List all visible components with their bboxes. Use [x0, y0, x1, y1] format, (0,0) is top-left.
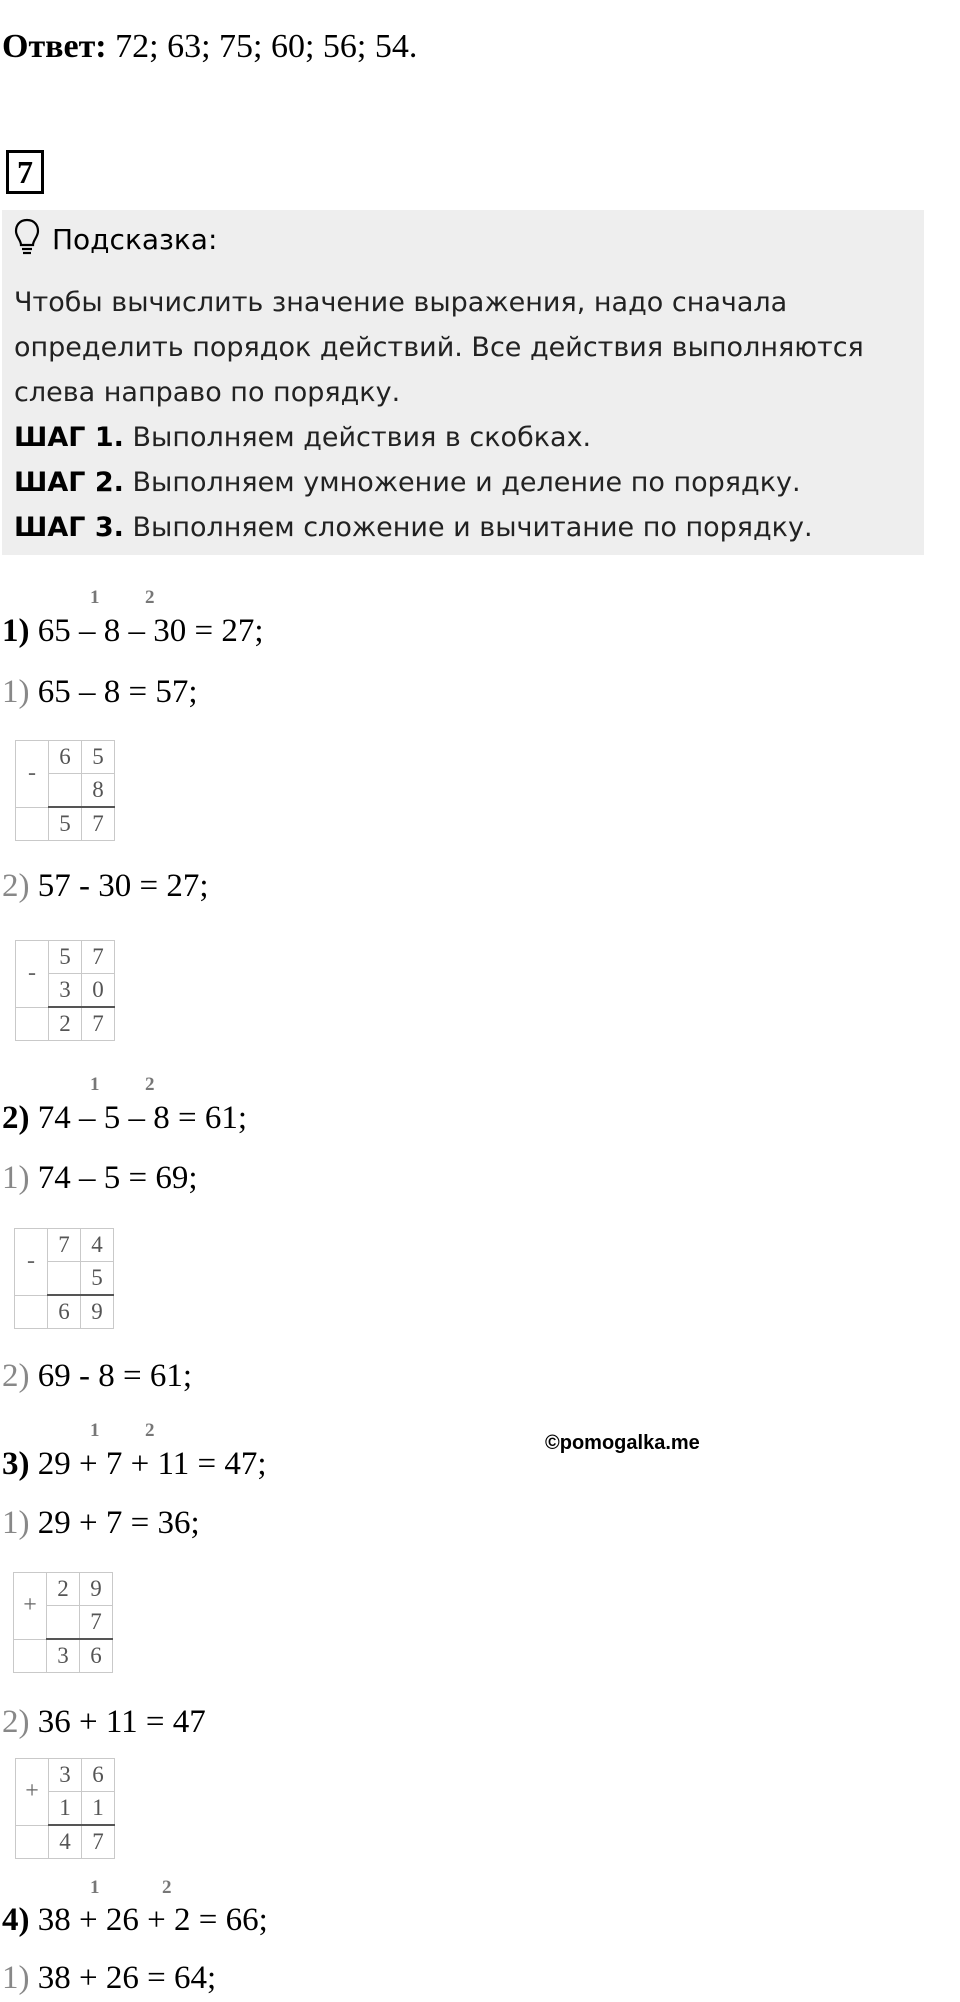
order-mark: 1 [90, 1074, 100, 1095]
hint-step-text: Выполняем сложение и вычитание по порядку. [123, 512, 813, 543]
hint-step-2 [14, 460, 919, 505]
digit-cell: 5 [49, 807, 82, 841]
watermark: ©pomogalka.me [545, 1432, 700, 1454]
digit-cell: 2 [47, 1573, 80, 1606]
answer-line [2, 28, 417, 66]
empty-cell [14, 1639, 47, 1673]
column-calculation [14, 1228, 114, 1329]
digit-cell: 4 [49, 1825, 82, 1859]
digit-cell: 3 [47, 1639, 80, 1673]
step-text: 65 – 8 = 57; [29, 674, 198, 710]
problem-expression [2, 1446, 267, 1483]
problem-expression [2, 1100, 247, 1137]
step-number: 2) [2, 868, 30, 904]
operation-sign: - [15, 1229, 48, 1296]
digit-cell: 3 [49, 1759, 82, 1792]
digit-cell: 4 [81, 1229, 114, 1262]
operation-sign: - [16, 741, 49, 808]
hint-body [14, 280, 919, 550]
digit-cell: 1 [82, 1792, 115, 1826]
digit-cell [49, 774, 82, 808]
digit-cell: 3 [49, 974, 82, 1008]
step-text: 69 - 8 = 61; [29, 1358, 193, 1394]
step-line [2, 1505, 200, 1542]
step-text: 29 + 7 = 36; [29, 1505, 200, 1541]
problem-number: 1) [2, 613, 30, 649]
step-text: 36 + 11 = 47 [29, 1704, 206, 1740]
hint-step-text: Выполняем действия в скобках. [123, 422, 592, 453]
expression-text: 65 – 8 – 30 = 27; [29, 613, 264, 649]
hint-step-label: ШАГ 1. [14, 422, 124, 453]
step-number: 1) [2, 1960, 30, 1996]
digit-cell: 2 [49, 1007, 82, 1041]
step-text: 74 – 5 = 69; [29, 1160, 198, 1196]
digit-cell: 7 [82, 1825, 115, 1859]
empty-cell [15, 1295, 48, 1329]
empty-cell [16, 1825, 49, 1859]
hint-box [2, 210, 924, 555]
lightbulb-icon [14, 218, 52, 260]
digit-cell: 6 [48, 1295, 81, 1329]
column-calculation [15, 740, 115, 841]
digit-cell: 7 [82, 807, 115, 841]
hint-intro: Чтобы вычислить значение выражения, надо сначала определить порядок действий. Все действия выполняются слева направо по порядку. [14, 287, 864, 408]
step-line [2, 1960, 216, 1997]
digit-cell [48, 1262, 81, 1296]
digit-cell: 6 [49, 741, 82, 774]
digit-cell: 5 [82, 741, 115, 774]
problem-expression [2, 1902, 268, 1939]
column-calculation [13, 1572, 113, 1673]
digit-cell: 8 [82, 774, 115, 808]
empty-cell [16, 1007, 49, 1041]
digit-cell: 6 [82, 1759, 115, 1792]
expression-text: 74 – 5 – 8 = 61; [29, 1100, 248, 1136]
digit-cell: 5 [49, 941, 82, 974]
task-number: 7 [6, 150, 44, 194]
digit-cell: 6 [80, 1639, 113, 1673]
step-line [2, 674, 198, 711]
order-mark: 1 [90, 1420, 100, 1441]
operation-sign: - [16, 941, 49, 1008]
problem-expression [2, 613, 264, 650]
expression-text: 38 + 26 + 2 = 66; [29, 1902, 268, 1938]
column-calculation [15, 1758, 115, 1859]
hint-step-label: ШАГ 2. [14, 467, 124, 498]
hint-header [14, 218, 217, 260]
order-mark: 2 [145, 587, 155, 608]
step-line [2, 1358, 192, 1395]
step-number: 1) [2, 674, 30, 710]
problem-number: 3) [2, 1446, 30, 1482]
operation-sign: + [14, 1573, 47, 1640]
hint-step-3 [14, 505, 919, 550]
digit-cell: 7 [80, 1606, 113, 1640]
step-number: 1) [2, 1505, 30, 1541]
empty-cell [16, 807, 49, 841]
answer-label: Ответ: [2, 28, 107, 65]
problem-number: 4) [2, 1902, 30, 1938]
column-calculation [15, 940, 115, 1041]
order-mark: 1 [90, 1877, 100, 1898]
digit-cell: 7 [82, 1007, 115, 1041]
order-mark: 2 [145, 1074, 155, 1095]
digit-cell: 7 [82, 941, 115, 974]
digit-cell: 9 [81, 1295, 114, 1329]
answer-value: 72; 63; 75; 60; 56; 54. [106, 28, 418, 65]
step-number: 1) [2, 1160, 30, 1196]
digit-cell: 9 [80, 1573, 113, 1606]
digit-cell [47, 1606, 80, 1640]
hint-step-label: ШАГ 3. [14, 512, 124, 543]
problem-number: 2) [2, 1100, 30, 1136]
step-text: 57 - 30 = 27; [29, 868, 209, 904]
step-line [2, 1704, 206, 1741]
order-mark: 2 [162, 1877, 172, 1898]
digit-cell: 5 [81, 1262, 114, 1296]
step-line [2, 868, 209, 905]
operation-sign: + [16, 1759, 49, 1826]
step-number: 2) [2, 1358, 30, 1394]
hint-step-text: Выполняем умножение и деление по порядку. [123, 467, 801, 498]
hint-title: Подсказка: [52, 222, 218, 256]
digit-cell: 1 [49, 1792, 82, 1826]
step-number: 2) [2, 1704, 30, 1740]
order-mark: 1 [90, 587, 100, 608]
hint-step-1 [14, 415, 919, 460]
step-text: 38 + 26 = 64; [29, 1960, 217, 1996]
digit-cell: 7 [48, 1229, 81, 1262]
digit-cell: 0 [82, 974, 115, 1008]
expression-text: 29 + 7 + 11 = 47; [29, 1446, 267, 1482]
step-line [2, 1160, 198, 1197]
order-mark: 2 [145, 1420, 155, 1441]
